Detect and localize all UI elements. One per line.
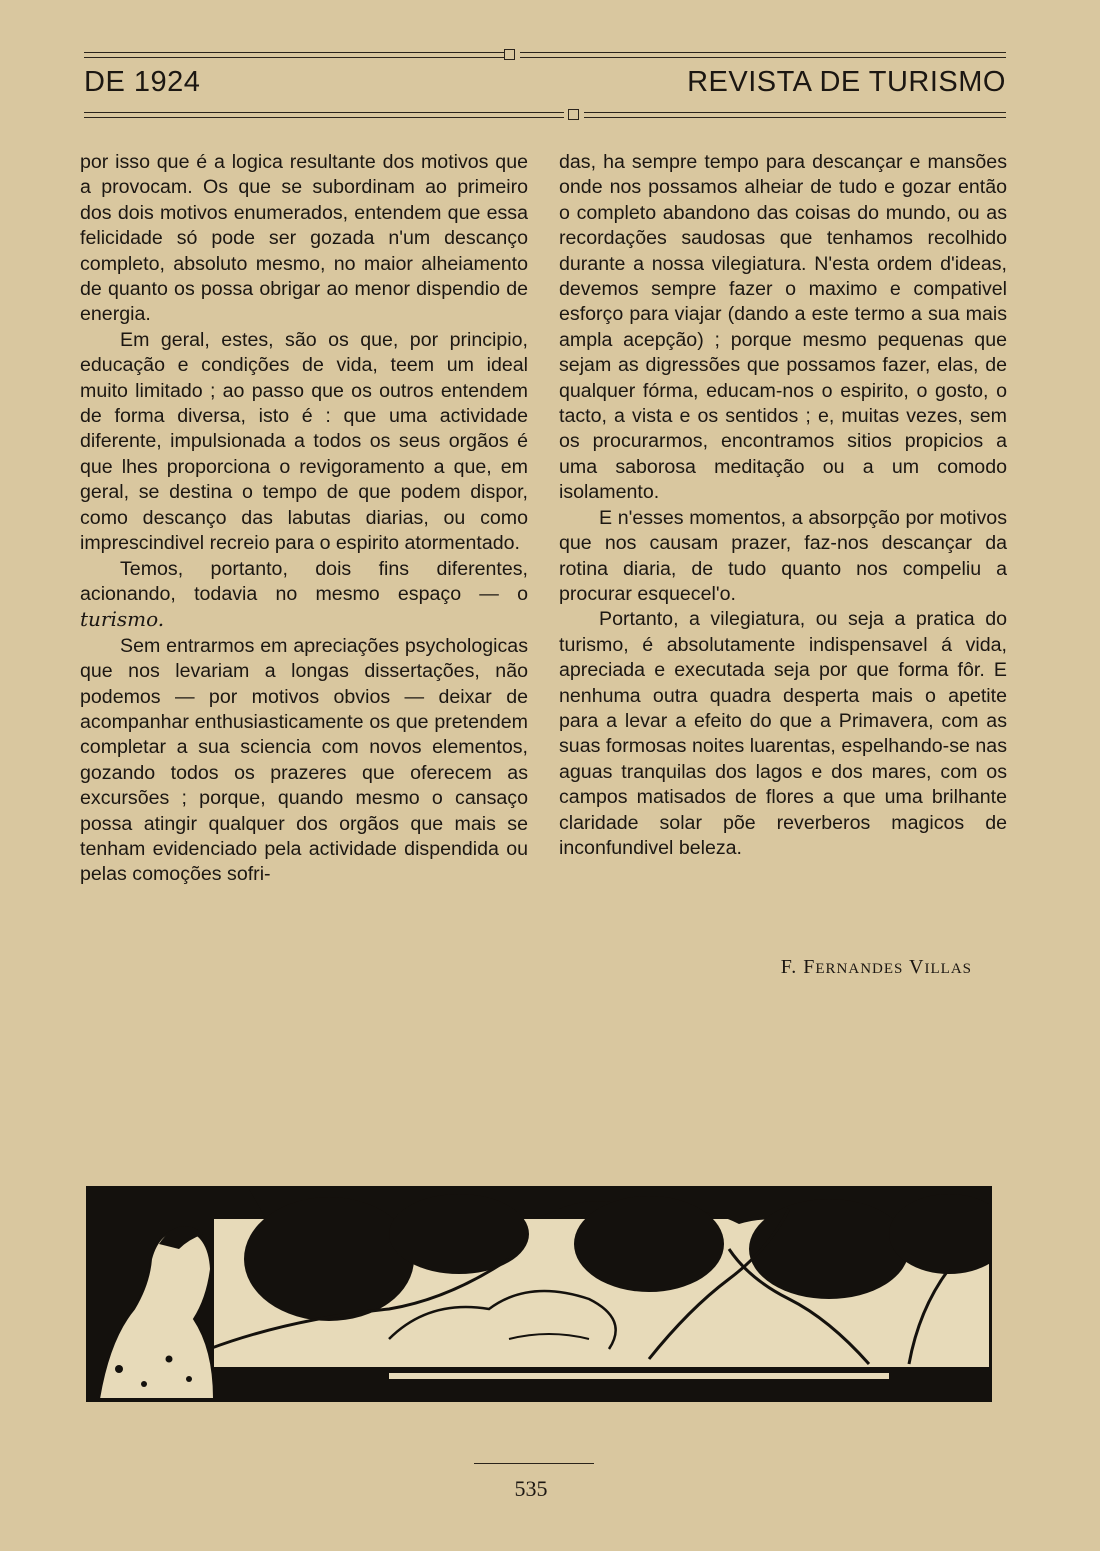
header-title: REVISTA DE TURISMO [687, 66, 1006, 98]
paragraph: E n'esses momentos, a absorpção por motivos que nos causam prazer, faz-nos descançar da rotina diaria, de tudo quanto nos compeliu a procurar esquecel'o. [559, 506, 1007, 605]
emphasis-turismo: turismo. [80, 607, 165, 632]
signature-initial: F. F [780, 956, 816, 978]
header-bottom-rule-left [84, 112, 564, 113]
header-bottom-rule-right-2 [584, 117, 1006, 118]
footer-rule [474, 1463, 594, 1464]
right-column [559, 150, 1007, 861]
signature-first-name: ERNANDES [815, 961, 904, 977]
decorative-illustration [86, 1186, 992, 1402]
landscape-vignette-drawing [89, 1189, 989, 1399]
header-top-rule-right [520, 52, 1006, 53]
paragraph [80, 557, 528, 634]
header-top-rule-left [84, 52, 504, 53]
paragraph: Portanto, a vilegiatura, ou seja a pratica do turismo, é absolutamente indispensavel á vida, apreciada e executada seja por que forma fôr. E nenhuma outra quadra desperta mais o apetite para a levar a efeito do que a Primavera, com as suas formosas noites luarentas, espelhando-se nas aguas tranquilas dos lagos e dos mares, com os campos matisados de flores a que uma brilhante claridade solar põe reverberos magicos de inconfundivel beleza. [559, 608, 1007, 859]
author-signature [781, 956, 972, 979]
header-bottom-rule-left-2 [84, 117, 564, 118]
header-ornament-box-top [504, 49, 515, 60]
signature-last-initial: V [909, 956, 925, 978]
paragraph: das, ha sempre tempo para descançar e mansões onde nos possamos alheiar de tudo e gozar então o completo abandono das coisas do mundo, ou as recordações saudosas que tenhamos recolhido durante a nossa vilegiatura. N'esta ordem d'ideas, devemos sempre fazer o maximo e compativel esforço para viajar (dando a este termo a sua mais ampla acepção) ; porque mesmo pequenas que sejam as digressões que possamos fazer, elas, de qualquer fórma, educam-nos o espirito, o gosto, o tacto, a vista e os sentidos ; e, muitas vezes, sem os procurarmos, encontramos sitios propicios a uma saborosa meditação ou a um comodo isolamento. [559, 151, 1007, 504]
header-bottom-rule-right [584, 112, 1006, 113]
signature-last-name: ILLAS [924, 961, 972, 977]
left-column [80, 150, 528, 888]
header-top-rule-left-2 [84, 57, 504, 58]
header-ornament-box-bottom [568, 109, 579, 120]
paragraph: por isso que é a logica resultante dos motivos que a provocam. Os que se subordinam ao primeiro dos dois motivos enumerados, entendem que essa felicidade só pode ser gozada n'um descanço completo, absoluto mesmo, no maior alheiamento de quanto os possa obrigar ao menor dispendio de energia. [80, 151, 528, 326]
paragraph-text: Temos, portanto, dois fins diferentes, acionando, todavia no mesmo espaço — o [80, 557, 528, 605]
page-number: 535 [514, 1476, 548, 1501]
paragraph: Em geral, estes, são os que, por principio, educação e condições de vida, teem um ideal muito limitado ; ao passo que os outros entendem de forma diversa, isto é : que uma actividade diferente, impulsionada a todos os seus orgãos é que lhes proporciona o revigoramento a que, em geral, se destina o tempo de que podem dispor, como descanço das labutas diarias, ou como imprescindivel recreio para o espirito atormentado. [80, 328, 528, 555]
header-top-rule-right-2 [520, 57, 1006, 58]
paragraph: Sem entrarmos em apreciações psychologicas que nos levariam a longas dissertações, não podemos — por motivos obvios — deixar de acompanhar enthusiasticamente os que pretendem completar a sua sciencia com novos elementos, gozando todos os prazeres que oferecem as excursões ; porque, quando mesmo o cansaço possa atingir qualquer dos orgãos que mais se tenham evidenciado pela actividade dispendida ou pelas comoções sofri- [80, 634, 528, 886]
header-date: DE 1924 [84, 66, 201, 98]
